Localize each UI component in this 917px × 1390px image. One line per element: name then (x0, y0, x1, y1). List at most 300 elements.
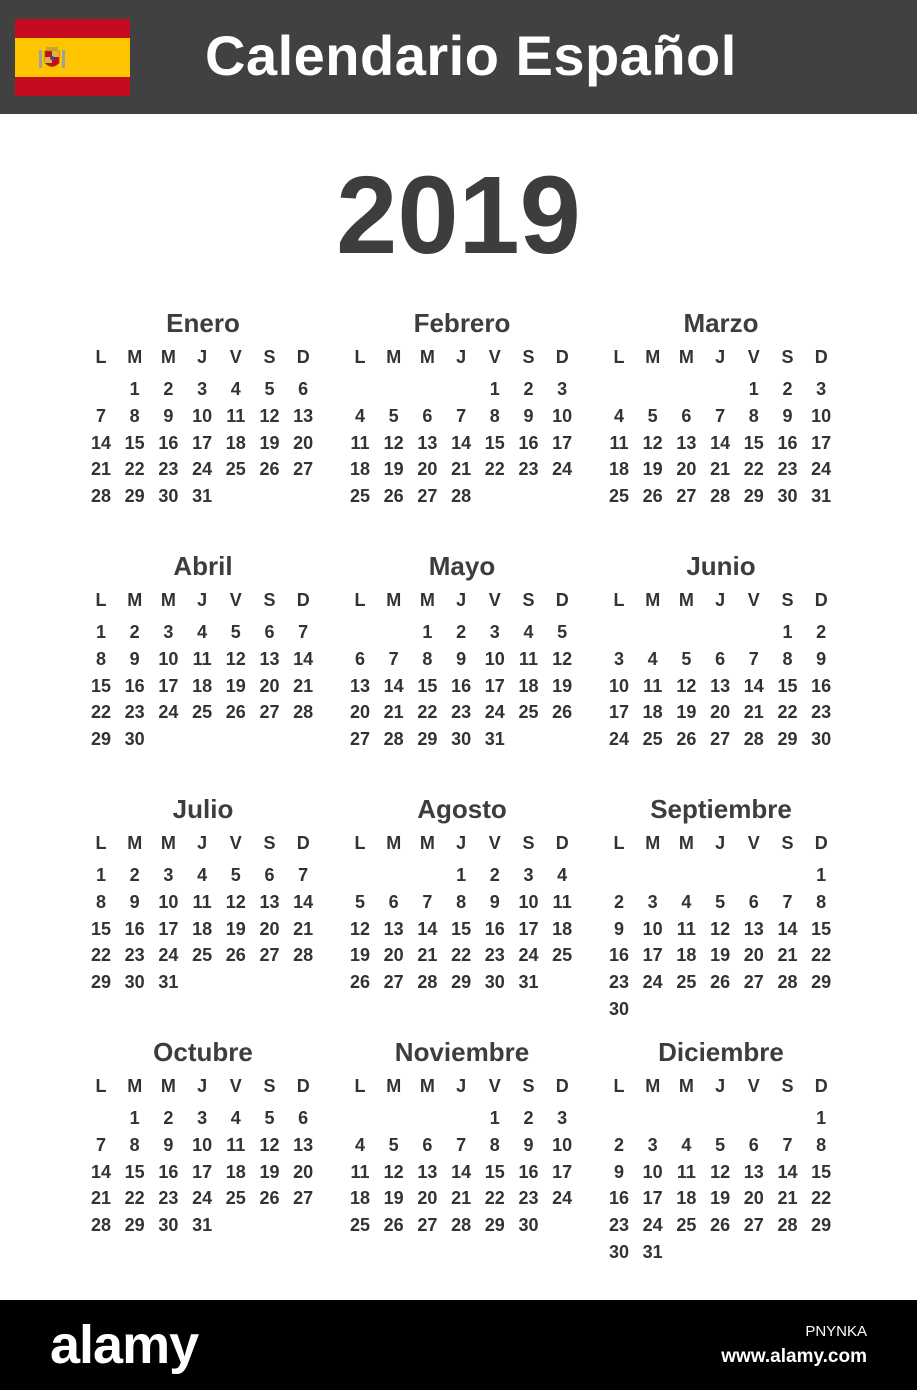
weekday-label: M (678, 347, 694, 367)
day-cell: 15 (811, 918, 832, 939)
day-cell: 7 (715, 405, 726, 426)
day-cell: 2 (523, 1108, 534, 1128)
day-cell: 27 (743, 1215, 764, 1236)
day-cell: 31 (192, 1215, 213, 1236)
day-cell: 11 (609, 432, 629, 453)
day-cell: 9 (523, 405, 534, 426)
weekday-header (602, 832, 840, 856)
day-cell: 30 (124, 972, 145, 993)
day-cell: 20 (417, 459, 438, 480)
weekday-label: V (229, 590, 242, 610)
day-cell: 20 (743, 945, 764, 966)
day-cell: 12 (349, 918, 371, 939)
day-cell: 22 (124, 459, 145, 480)
day-cell: 11 (518, 648, 539, 669)
weekday-label: M (127, 347, 143, 367)
day-cell: 29 (90, 972, 112, 993)
day-cell: 23 (124, 945, 145, 966)
day-cell: 7 (95, 405, 106, 426)
weekday-header (343, 346, 581, 370)
day-cell: 17 (484, 675, 505, 696)
day-cell: 27 (259, 702, 280, 723)
day-cell: 12 (710, 918, 731, 939)
day-cell: 19 (259, 432, 280, 453)
day-cell: 29 (124, 1215, 145, 1236)
day-cell: 24 (484, 702, 505, 723)
day-cell: 8 (456, 891, 467, 912)
day-cell: 16 (124, 675, 145, 696)
weekday-label: V (747, 347, 760, 367)
day-cell: 31 (811, 486, 832, 507)
day-cell: 30 (451, 729, 472, 750)
day-cell: 25 (225, 1188, 246, 1209)
day-cell: 6 (422, 405, 433, 426)
day-cell: 24 (642, 972, 663, 993)
weekday-label: D (814, 833, 828, 853)
day-cell: 7 (782, 891, 793, 912)
day-cell: 6 (298, 1108, 309, 1128)
day-cell: 9 (129, 891, 140, 912)
weekday-label: J (456, 347, 467, 367)
day-cell: 28 (90, 486, 112, 507)
day-cell: 21 (777, 1188, 798, 1209)
month-name: Septiembre (650, 794, 792, 824)
day-cell: 16 (451, 675, 472, 696)
day-cell: 15 (777, 675, 798, 696)
day-cell: 17 (552, 432, 573, 453)
day-cell: 28 (777, 972, 798, 993)
day-cell: 31 (518, 972, 539, 993)
weekday-label: M (127, 590, 143, 610)
day-cell: 29 (777, 729, 798, 750)
day-cell: 14 (90, 1161, 112, 1182)
weekday-header (84, 589, 322, 613)
day-cell: 26 (349, 972, 371, 993)
day-cell: 2 (129, 865, 140, 885)
day-cell: 24 (811, 459, 832, 480)
weekday-label: V (488, 833, 501, 853)
day-cell: 30 (608, 999, 630, 1019)
weekday-header (343, 1075, 581, 1099)
weekday-label: V (747, 1076, 760, 1096)
day-cell: 3 (489, 622, 500, 642)
weekday-label: S (522, 833, 535, 853)
day-cell: 23 (608, 972, 630, 993)
day-cell: 20 (383, 945, 404, 966)
day-cell: 25 (518, 702, 539, 723)
day-cell: 16 (608, 1188, 630, 1209)
day-cell: 13 (743, 918, 764, 939)
day-cell: 11 (676, 1161, 696, 1182)
day-cell: 4 (681, 1134, 692, 1155)
day-cell: 29 (417, 729, 438, 750)
day-cell: 30 (518, 1215, 539, 1236)
day-cell: 19 (383, 1188, 404, 1209)
weekday-label: M (160, 1076, 176, 1096)
day-cell: 14 (710, 432, 731, 453)
day-cell: 23 (777, 459, 798, 480)
day-cell: 14 (777, 1161, 798, 1182)
day-cell: 24 (552, 1188, 573, 1209)
month-name: Diciembre (658, 1037, 784, 1067)
day-cell: 25 (192, 945, 213, 966)
day-cell: 12 (225, 648, 246, 669)
day-cell: 11 (226, 1134, 246, 1155)
day-cell: 16 (158, 1161, 179, 1182)
day-cell: 23 (158, 459, 179, 480)
day-cell: 21 (417, 945, 438, 966)
day-cell: 27 (676, 486, 697, 507)
day-cell: 26 (225, 702, 246, 723)
day-cell: 14 (90, 432, 112, 453)
weekday-header (343, 589, 581, 613)
day-cell: 5 (681, 648, 692, 669)
day-cell: 22 (484, 459, 505, 480)
day-cell: 4 (230, 1108, 241, 1128)
day-cell: 8 (816, 891, 827, 912)
weekday-label: J (197, 590, 208, 610)
day-cell: 16 (518, 432, 539, 453)
day-cell: 2 (782, 379, 793, 399)
day-cell: 18 (349, 1188, 371, 1209)
weekday-label: M (160, 833, 176, 853)
day-cell: 28 (383, 729, 404, 750)
day-cell: 1 (816, 865, 827, 885)
weekday-label: M (386, 833, 402, 853)
day-cell: 26 (642, 486, 663, 507)
day-cell: 4 (354, 1134, 365, 1155)
day-cell: 25 (642, 729, 663, 750)
day-cell: 20 (710, 702, 731, 723)
weekday-label: J (197, 347, 208, 367)
day-cell: 18 (676, 1188, 697, 1209)
day-cell: 18 (642, 702, 663, 723)
weekday-label: D (296, 347, 310, 367)
day-cell: 25 (676, 1215, 697, 1236)
day-cell: 6 (298, 379, 309, 399)
day-cell: 8 (129, 405, 140, 426)
day-cell: 7 (298, 865, 309, 885)
weekday-label: D (296, 833, 310, 853)
day-cell: 28 (451, 1215, 472, 1236)
day-cell: 15 (484, 432, 505, 453)
day-cell: 11 (192, 891, 212, 912)
day-cell: 5 (715, 891, 726, 912)
day-cell: 18 (608, 459, 630, 480)
weekday-label: J (715, 347, 726, 367)
weekday-label: L (95, 1076, 107, 1096)
day-cell: 7 (95, 1134, 106, 1155)
day-cell: 10 (484, 648, 505, 669)
day-cell: 11 (350, 1161, 370, 1182)
day-cell: 28 (777, 1215, 798, 1236)
day-cell: 17 (642, 1188, 663, 1209)
day-cell: 18 (225, 1161, 246, 1182)
day-cell: 28 (417, 972, 438, 993)
month-name: Febrero (413, 308, 511, 338)
weekday-header (84, 346, 322, 370)
weekday-label: S (263, 590, 276, 610)
weekday-label: M (160, 347, 176, 367)
day-cell: 12 (259, 1134, 280, 1155)
day-cell: 27 (710, 729, 731, 750)
day-cell: 17 (552, 1161, 573, 1182)
weekday-label: J (715, 1076, 726, 1096)
weekday-label: M (127, 833, 143, 853)
day-cell: 2 (816, 622, 827, 642)
day-cell: 12 (383, 432, 404, 453)
day-cell: 21 (90, 459, 112, 480)
day-cell: 13 (383, 918, 404, 939)
day-cell: 24 (158, 702, 179, 723)
day-cell: 12 (383, 1161, 404, 1182)
weekday-label: D (814, 347, 828, 367)
day-cell: 12 (259, 405, 280, 426)
day-cell: 28 (743, 729, 764, 750)
day-cell: 7 (456, 405, 467, 426)
day-cell: 9 (456, 648, 467, 669)
day-cell: 14 (417, 918, 438, 939)
weekday-label: D (555, 1076, 569, 1096)
day-cell: 5 (264, 379, 275, 399)
day-cell: 5 (354, 891, 365, 912)
day-cell: 17 (158, 918, 179, 939)
day-cell: 23 (811, 702, 832, 723)
day-cell: 27 (259, 945, 280, 966)
day-cell: 2 (456, 622, 467, 642)
day-cell: 30 (777, 486, 798, 507)
day-cell: 14 (777, 918, 798, 939)
day-cell: 28 (293, 702, 314, 723)
day-cell: 22 (811, 1188, 832, 1209)
day-cell: 7 (422, 891, 433, 912)
weekday-label: M (419, 590, 435, 610)
day-cell: 10 (192, 1134, 213, 1155)
day-cell: 13 (417, 1161, 438, 1182)
day-cell: 29 (743, 486, 764, 507)
day-cell: 8 (748, 405, 759, 426)
weekday-label: V (488, 590, 501, 610)
day-cell: 19 (349, 945, 371, 966)
day-cell: 29 (124, 486, 145, 507)
day-cell: 13 (349, 675, 371, 696)
day-cell: 23 (124, 702, 145, 723)
weekday-header (343, 832, 581, 856)
day-cell: 5 (388, 405, 399, 426)
day-cell: 17 (608, 702, 630, 723)
weekday-label: M (419, 347, 435, 367)
day-cell: 5 (647, 405, 658, 426)
weekday-label: L (613, 833, 625, 853)
month-name: Octubre (153, 1037, 253, 1067)
coat-of-arms-icon (39, 44, 65, 73)
day-cell: 21 (383, 702, 404, 723)
day-cell: 9 (613, 1161, 624, 1182)
day-cell: 9 (613, 918, 624, 939)
day-cell: 10 (642, 918, 663, 939)
day-cell: 27 (349, 729, 371, 750)
day-cell: 15 (811, 1161, 832, 1182)
day-cell: 1 (129, 379, 140, 399)
spain-flag-icon (15, 19, 130, 96)
weekday-label: M (419, 1076, 435, 1096)
day-cell: 1 (95, 622, 106, 642)
day-cell: 6 (264, 865, 275, 885)
weekday-label: S (781, 833, 794, 853)
month-name: Junio (686, 551, 756, 581)
day-cell: 30 (124, 729, 145, 750)
day-cell: 21 (90, 1188, 112, 1209)
day-cell: 25 (676, 972, 697, 993)
day-cell: 5 (715, 1134, 726, 1155)
day-cell: 18 (518, 675, 539, 696)
day-cell: 13 (676, 432, 697, 453)
day-cell: 25 (552, 945, 573, 966)
day-cell: 3 (197, 379, 208, 399)
day-cell: 25 (349, 1215, 371, 1236)
day-cell: 8 (782, 648, 793, 669)
day-cell: 7 (782, 1134, 793, 1155)
day-cell: 15 (417, 675, 438, 696)
day-cell: 16 (158, 432, 179, 453)
weekday-label: D (814, 1076, 828, 1096)
weekday-label: M (386, 347, 402, 367)
day-cell: 11 (192, 648, 212, 669)
day-cell: 18 (349, 459, 371, 480)
day-cell: 17 (642, 945, 663, 966)
day-cell: 31 (158, 972, 179, 993)
weekday-label: L (354, 833, 366, 853)
day-cell: 19 (259, 1161, 280, 1182)
day-cell: 16 (777, 432, 798, 453)
day-cell: 4 (681, 891, 692, 912)
day-cell: 3 (557, 379, 568, 399)
day-cell: 8 (489, 405, 500, 426)
day-cell: 6 (748, 891, 759, 912)
day-cell: 29 (811, 1215, 832, 1236)
weekday-label: L (354, 347, 366, 367)
day-cell: 10 (552, 1134, 573, 1155)
day-cell: 19 (710, 945, 731, 966)
day-cell: 10 (552, 405, 573, 426)
weekday-label: D (296, 1076, 310, 1096)
alamy-logo: alamy (50, 1315, 199, 1375)
day-cell: 19 (710, 1188, 731, 1209)
day-cell: 30 (158, 486, 179, 507)
day-cell: 22 (417, 702, 438, 723)
weekday-label: M (419, 833, 435, 853)
day-cell: 25 (349, 486, 371, 507)
weekday-label: J (456, 833, 467, 853)
weekday-label: L (613, 590, 625, 610)
weekday-header (84, 832, 322, 856)
day-cell: 2 (613, 891, 624, 912)
day-cell: 22 (777, 702, 798, 723)
weekday-label: D (814, 590, 828, 610)
day-cell: 3 (163, 865, 174, 885)
day-cell: 22 (811, 945, 832, 966)
day-cell: 3 (197, 1108, 208, 1128)
weekday-label: L (354, 1076, 366, 1096)
day-cell: 31 (484, 729, 505, 750)
weekday-label: J (456, 590, 467, 610)
day-cell: 4 (197, 622, 208, 642)
day-cell: 14 (293, 891, 314, 912)
day-cell: 25 (608, 486, 630, 507)
day-cell: 20 (417, 1188, 438, 1209)
day-cell: 23 (518, 459, 539, 480)
day-cell: 10 (642, 1161, 663, 1182)
day-cell: 19 (225, 675, 246, 696)
day-cell: 13 (293, 405, 314, 426)
month-name: Marzo (683, 308, 759, 338)
day-cell: 4 (230, 379, 241, 399)
page-title: Calendario Español (205, 24, 737, 87)
day-cell: 7 (388, 648, 399, 669)
day-cell: 4 (613, 405, 624, 426)
day-cell: 25 (192, 702, 213, 723)
day-cell: 10 (608, 675, 630, 696)
day-cell: 7 (456, 1134, 467, 1155)
day-cell: 1 (489, 1108, 500, 1128)
weekday-label: V (747, 833, 760, 853)
day-cell: 21 (293, 918, 314, 939)
day-cell: 11 (350, 432, 370, 453)
day-cell: 15 (124, 1161, 145, 1182)
day-cell: 10 (518, 891, 539, 912)
day-cell: 15 (484, 1161, 505, 1182)
weekday-label: J (456, 1076, 467, 1096)
day-cell: 26 (710, 1215, 731, 1236)
day-cell: 4 (197, 865, 208, 885)
day-cell: 21 (451, 1188, 472, 1209)
day-cell: 5 (388, 1134, 399, 1155)
day-cell: 22 (743, 459, 764, 480)
day-cell: 26 (259, 459, 280, 480)
day-cell: 5 (230, 865, 241, 885)
day-cell: 26 (383, 1215, 404, 1236)
day-cell: 29 (90, 729, 112, 750)
day-cell: 8 (816, 1134, 827, 1155)
day-cell: 5 (557, 622, 568, 642)
site-url: www.alamy.com (721, 1346, 867, 1367)
day-cell: 16 (124, 918, 145, 939)
day-cell: 2 (163, 379, 174, 399)
day-cell: 27 (383, 972, 404, 993)
calendar-year: 2019 (336, 154, 581, 277)
weekday-header (602, 589, 840, 613)
day-cell: 15 (124, 432, 145, 453)
day-cell: 13 (743, 1161, 764, 1182)
day-cell: 8 (422, 648, 433, 669)
day-cell: 11 (643, 675, 663, 696)
day-cell: 24 (608, 729, 630, 750)
day-cell: 9 (816, 648, 827, 669)
day-cell: 27 (417, 486, 438, 507)
day-cell: 22 (90, 702, 112, 723)
day-cell: 21 (777, 945, 798, 966)
day-cell: 24 (192, 459, 213, 480)
weekday-label: V (488, 1076, 501, 1096)
day-cell: 15 (90, 918, 112, 939)
day-cell: 22 (451, 945, 472, 966)
day-cell: 18 (192, 675, 213, 696)
day-cell: 29 (484, 1215, 505, 1236)
weekday-label: D (555, 590, 569, 610)
day-cell: 3 (647, 891, 658, 912)
day-cell: 25 (225, 459, 246, 480)
day-cell: 14 (451, 1161, 472, 1182)
